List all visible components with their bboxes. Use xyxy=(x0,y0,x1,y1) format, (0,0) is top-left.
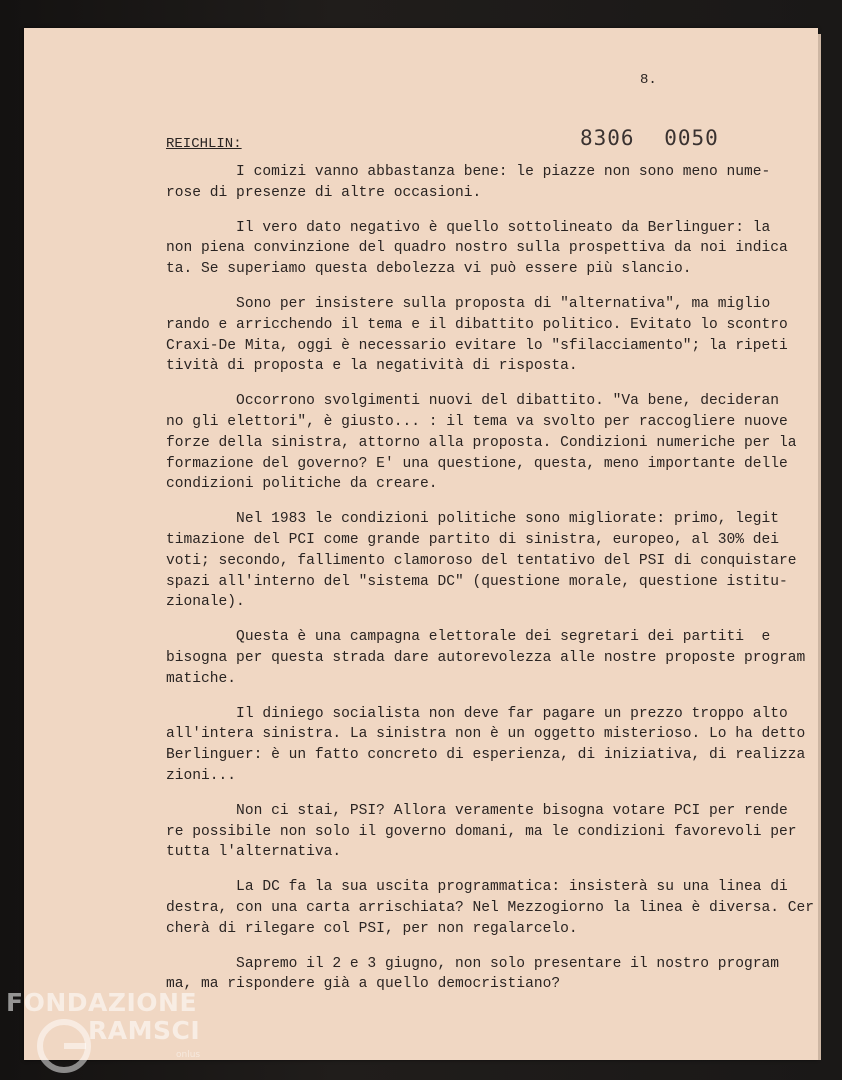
watermark-sub: onlus xyxy=(176,1050,201,1060)
paragraph: La DC fa la sua uscita programmatica: insisterà su una linea destra, con una carta arrischiata? Nel Mezzogiorno la linea è diversa. cherà di rilegare col PSI, per non regalarcelo. xyxy=(166,879,780,937)
paragraph: Non ci stai, PSI? Allora veramente bisogna votare PCI per rende re possibile non solo il governo domani, ma le condizioni favorevoli tutta l'alternativa. xyxy=(166,802,788,861)
paragraph: Questa è una campagna elettorale dei segretari dei partiti e bisogna per questa strada dare autorevolezza alle nostre proposte matiche. xyxy=(166,629,771,687)
gramsci-g-logo-icon xyxy=(34,1016,94,1076)
watermark-line1: FONDAZIONE xyxy=(6,988,198,1017)
paragraph: I comizi vanno abbastanza bene: le piazze non sono meno nume- rose di presenze di altre occasioni. xyxy=(166,164,771,201)
paragraph: Il diniego socialista non deve far pagare un prezzo troppo all'intera sinistra. La sinistra non è un oggetto misterioso. Lo ha Berlinguer: è un fatto concreto di esperienza, di iniziativa, di zioni... xyxy=(166,705,753,784)
paragraph: Sono per insistere sulla proposta di "alternativa", ma miglio rando e arricchendo il tema e il dibattito politico. Evitato lo scontro Craxi-De Mita, oggi è necessario evitare lo "sfilacciamento"; la ripeti tività di proposta e la negatività di risposta. xyxy=(166,295,788,375)
watermark-line2: RAMSCI xyxy=(88,1016,201,1045)
paragraph: Sapremo il 2 e 3 giugno, non solo presentare il nostro program ma, ma rispondere già a quello democristiano? xyxy=(166,955,780,993)
paragraph: Nel 1983 le condizioni politiche sono migliorate: primo, legit timazione del PCI come grande partito di sinistra, europeo, al 30% dei voti; secondo, fallimento clamoroso del tentativo del PSI di conquistare spazi all'interno del "sistema DC" (questione morale, questione istitu- zionale). xyxy=(166,511,797,611)
fondazione-gramsci-watermark xyxy=(6,988,246,1078)
archive-stamp: 8306 0050 xyxy=(580,126,719,150)
paragraph: Il vero dato negativo è quello sottolineato da Berlinguer: la non piena convinzione del quadro nostro sulla prospettiva da noi indica ta. Se superiamo questa debolezza vi può essere più slancio. xyxy=(166,219,788,278)
paragraph: Occorrono svolgimenti nuovi del dibattito. "Va bene, decideran no gli elettori", è giusto... : il tema va svolto per raccogliere nuove forze della sinistra, attorno alla proposta. Condizioni numeriche per formazione del governo? E' una questione, questa, meno importante delle condizioni politiche da creare. xyxy=(166,393,788,493)
document-body xyxy=(166,162,797,995)
speaker-label: REICHLIN: xyxy=(166,136,242,152)
page-edge xyxy=(818,34,821,1060)
page-number: 8. xyxy=(640,72,657,88)
